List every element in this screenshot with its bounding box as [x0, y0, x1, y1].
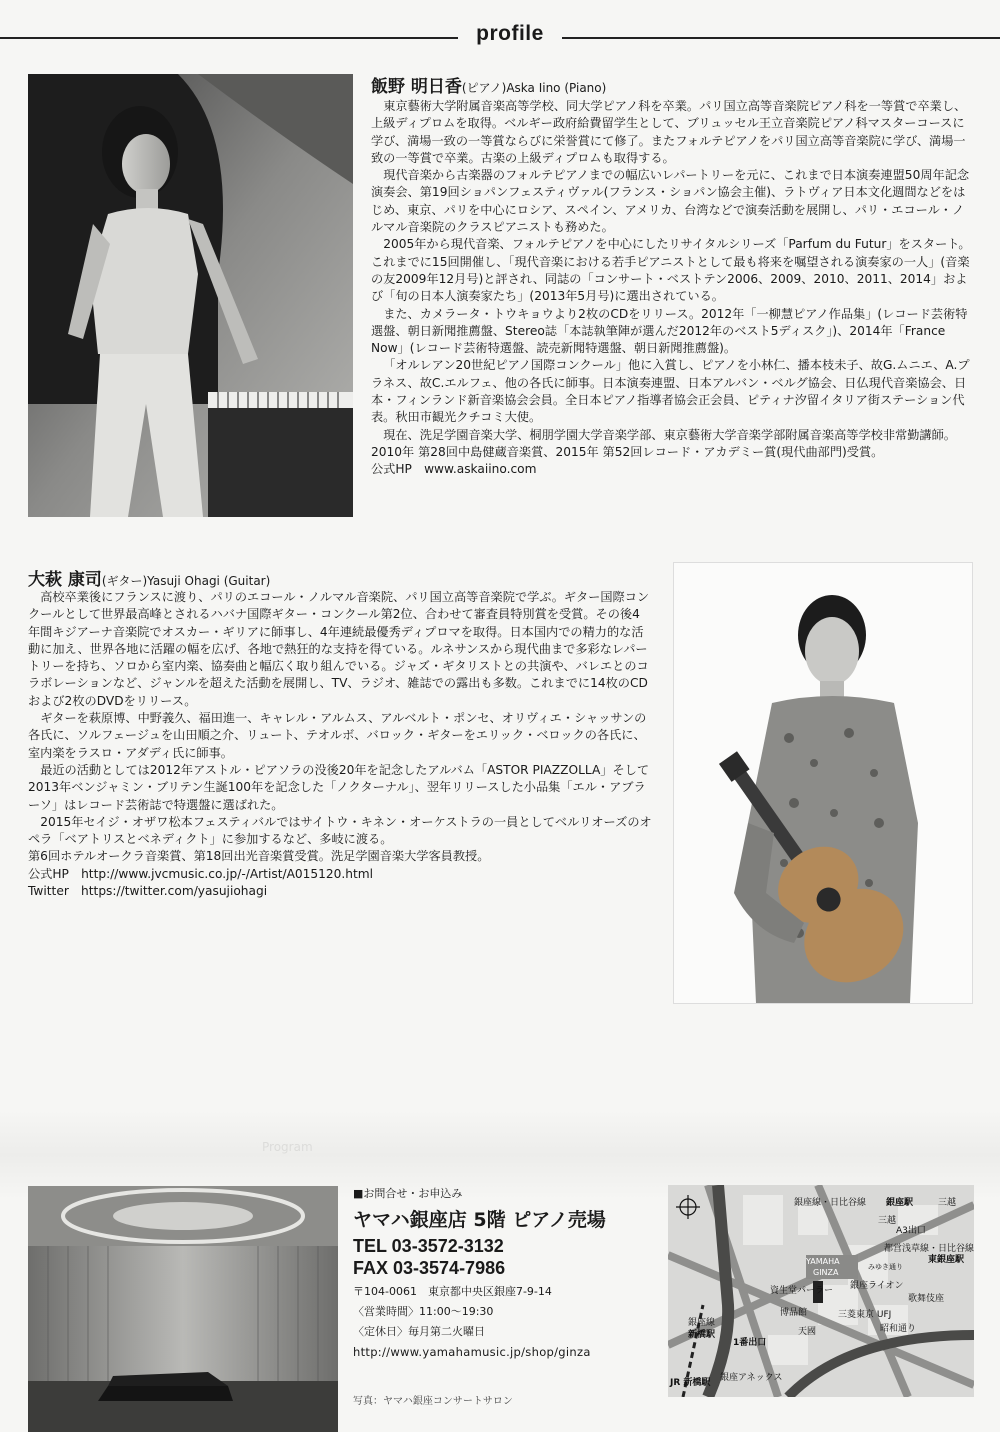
- header-rule-right: [562, 37, 1000, 39]
- map-ufj: 三菱東京 UFJ: [838, 1310, 892, 1320]
- artist1-para-4: また、カメラータ・トウキョウより2枚のCDをリリース。2012年「一柳慧ピアノ作品集」(レコード芸術特選盤、朝日新聞推薦盤、Stereo誌「本誌執筆陣が選んだ2012年のベスト5ディスク」)、2014年「France Now」(レコード芸術特選盤、読売新聞特選盤、朝日新聞推薦盤)。: [371, 306, 968, 356]
- artist1-para-2: 現代音楽から古楽器のフォルテピアノまでの幅広いレパートリーを元に、これまで日本演奏連盟50周年記念演奏会、第19回ショパンフェスティヴァル(フランス・ショパン協会主催)、ラトヴィア日本文化週間などをはじめ、東京、パリを中心にロシア、スペイン、アメリカ、台湾などで演奏活動を展開し、パリ・エコール・ノルマル音楽院のクラスピアニストも務めた。: [371, 168, 970, 235]
- page-title: profile: [476, 22, 544, 45]
- salon-photo-caption: 写真：ヤマハ銀座コンサートサロン: [353, 1396, 513, 1407]
- artist1-para-5: 「オルレアン20世紀ピアノ国際コンクール」他に入賞し、ピアノを小林仁、播本枝未子、故G.ムニエ、A.プラネス、故C.エルフェ、他の各氏に師事。日本演奏連盟、日本アルバン・ベルグ協会、日仏現代音楽協会、日本・フィンランド新音楽協会会員。全日本ピアノ指導者協会正会員、ピティナ汐留イタリア街ステーション代表。秋田市観光クチコミ大使。: [371, 358, 970, 425]
- store-url[interactable]: http://www.yamahamusic.jp/shop/ginza: [353, 1345, 591, 1359]
- map-higashi-ginza: 東銀座駅: [928, 1255, 965, 1265]
- artist1-para-3: 2005年から現代音楽、フォルテピアノを中心にしたリサイタルシリーズ「Parfum du Futur」をスタート。これまでに15回開催し、「現代音楽における若手ピアニストとして最も将来を嘱望される演奏家の一人」(音楽の友2009年12月号)と評され、同誌の「コンサート・ベストテン2006、2009、2010、2011、2014」および「旬の日本人演奏家たち」(2013年5月号)に選出されている。: [371, 237, 971, 304]
- map-kabukiza: 歌舞伎座: [908, 1294, 945, 1304]
- artist1-role: (ピアノ)Aska Iino (Piano): [461, 81, 607, 95]
- artist2-role: (ギター)Yasuji Ohagi (Guitar): [101, 574, 271, 588]
- artist2-para-3: 最近の活動としては2012年アストル・ピアソラの没後20年を記念したアルバム「ASTOR PIAZZOLLA」そして2013年ベンジャミン・ブリテン生誕100年を記念した「ノクターナル」、翌年リリースした小品集「エル・アブラーソ」はレコード芸術誌で特選盤に選ばれた。: [28, 762, 650, 812]
- artist1-website[interactable]: 公式HP www.askaiino.com: [371, 462, 537, 477]
- map-exit-1: 1番出口: [733, 1338, 767, 1348]
- map-mitsukoshi: 三越: [938, 1198, 957, 1208]
- pianist-photo: [28, 74, 353, 517]
- map-lion: 銀座ライオン: [850, 1281, 904, 1291]
- map-shinbashi-station: 新橋駅: [688, 1330, 716, 1340]
- map-ginza-line: 銀座線・日比谷線: [794, 1198, 867, 1208]
- guitarist-photo: [674, 563, 972, 1003]
- artist1-bio: [371, 98, 971, 479]
- store-map: [668, 1185, 974, 1397]
- map-miyuki: みゆき通り: [868, 1263, 903, 1271]
- concert-salon-photo: [28, 1186, 338, 1432]
- map-hibiya-line: 都営浅草線・日比谷線: [884, 1244, 974, 1254]
- artist1-name: 飯野 明日香: [371, 77, 462, 97]
- artist2-para-2: ギターを萩原博、中野義久、福田進一、キャレル・アルムス、アルベルト・ポンセ、オリヴィエ・シャッサンの各氏に、ソルフェージュを山田順之介、リュート、テオルボ、バロック・ギターをエリック・ベロックの各氏に、室内楽をラスロ・アダディ氏に師事。: [28, 711, 647, 760]
- contact-block: [353, 1185, 653, 1359]
- artist2-name-line: [28, 565, 270, 590]
- artist1-para-1: 東京藝術大学附属音楽高等学校、同大学ピアノ科を卒業。パリ国立高等音楽院ピアノ科を一等賞で卒業し、上級ディプロムを取得。ベルギー政府給費留学生として、ブリュッセル王立音楽院ピアノ科マスターコースに学び、満場一致の一等賞ならびに栄誉賞にて修了。またフォルテピアノをパリ国立高等音楽院に学び、満場一致の一等賞で卒業。古楽の上級ディプロムも取得する。: [371, 99, 967, 165]
- map-shinbashi-line: 銀座線: [688, 1318, 716, 1328]
- map-yamaha-label-1: YAMAHA: [806, 1257, 840, 1266]
- artist2-website[interactable]: 公式HP http://www.jvcmusic.co.jp/-/Artist/A015120.html: [28, 866, 374, 881]
- artist2-twitter[interactable]: Twitter https://twitter.com/yasujiohagi: [28, 884, 268, 899]
- artist2-award-line: 第6回ホテルオークラ音楽賞、第18回出光音楽賞受賞。洗足学園音楽大学客員教授。: [28, 849, 490, 864]
- map-shiseido: 資生堂パーラー: [770, 1286, 834, 1296]
- artist2-para-4: 2015年セイジ・オザワ松本フェスティバルではサイトウ・キネン・オーケストラの一員としてベルリオーズのオペラ「ベアトリスとベネディクト」に参加するなど、多岐に渡る。: [28, 814, 652, 847]
- store-name: ヤマハ銀座店 5階 ピアノ売場: [353, 1209, 606, 1231]
- header-rule-left: [0, 37, 458, 39]
- map-jr-shinbashi: JR 新橋駅: [670, 1378, 711, 1388]
- artist2-name: 大萩 康司: [28, 570, 102, 590]
- map-yamaha-label-2: GINZA: [813, 1268, 839, 1277]
- contact-label: ■お問合せ・お申込み: [353, 1187, 463, 1200]
- ghost-program-text: Program: [262, 1140, 313, 1154]
- artist2-para-1: 高校卒業後にフランスに渡り、パリのエコール・ノルマル音楽院、パリ国立高等音楽院で学ぶ。ギター国際コンクールとして世界最高峰とされるハバナ国際ギター・コンクール第2位、合わせて審査員特別賞を受賞。その後4年間キジアーナ音楽院でオスカー・ギリアに師事し、4年連続最優秀ディプロマを取得。日本国内での精力的な活動に加え、世界各地に活躍の幅を広げ、各地で熱狂的な支持を得ている。ルネサンスから現代曲まで多彩なレパートリーを持ち、ソロから室内楽、協奏曲と幅広く取り組んでいる。ジャズ・ギタリストとの共演や、バレエとのコラボレーションなど、ジャンルを超えた活動を展開し、TV、ラジオ、雑誌での露出も多数。これまでに14枚のCDおよび2枚のDVDをリリース。: [28, 590, 650, 708]
- artist1-para-6: 現在、洗足学園音楽大学、桐朋学園大学音楽学部、東京藝術大学音楽学部附属音楽高等学校非常勤講師。2010年 第28回中島健蔵音楽賞、2015年 第52回レコード・アカデミー賞(現代曲部門)受賞。: [371, 427, 956, 459]
- map-mitsukoshi-2: 三越: [878, 1216, 897, 1226]
- map-a3-exit: A3出口: [896, 1226, 926, 1236]
- fax-number: FAX 03-3574-7986: [353, 1258, 506, 1278]
- map-annex: 銀座アネックス: [720, 1373, 783, 1383]
- address: 〒104-0061 東京都中央区銀座7-9-14: [353, 1285, 552, 1298]
- artist2-bio: [28, 589, 652, 900]
- map-hakuhinkan: 博品館: [780, 1308, 808, 1318]
- artist1-name-line: [371, 72, 606, 97]
- closed-days: 〈定休日〉毎月第二火曜日: [353, 1325, 485, 1338]
- business-hours: 〈営業時間〉11:00〜19:30: [353, 1305, 494, 1318]
- map-tenkuni: 天國: [798, 1327, 817, 1337]
- map-showa-dori: 昭和通り: [880, 1324, 917, 1334]
- phone-number[interactable]: TEL 03-3572-3132: [353, 1236, 504, 1256]
- map-yamaha-label: [805, 1257, 840, 1266]
- map-ginza-station: 銀座駅: [886, 1198, 914, 1208]
